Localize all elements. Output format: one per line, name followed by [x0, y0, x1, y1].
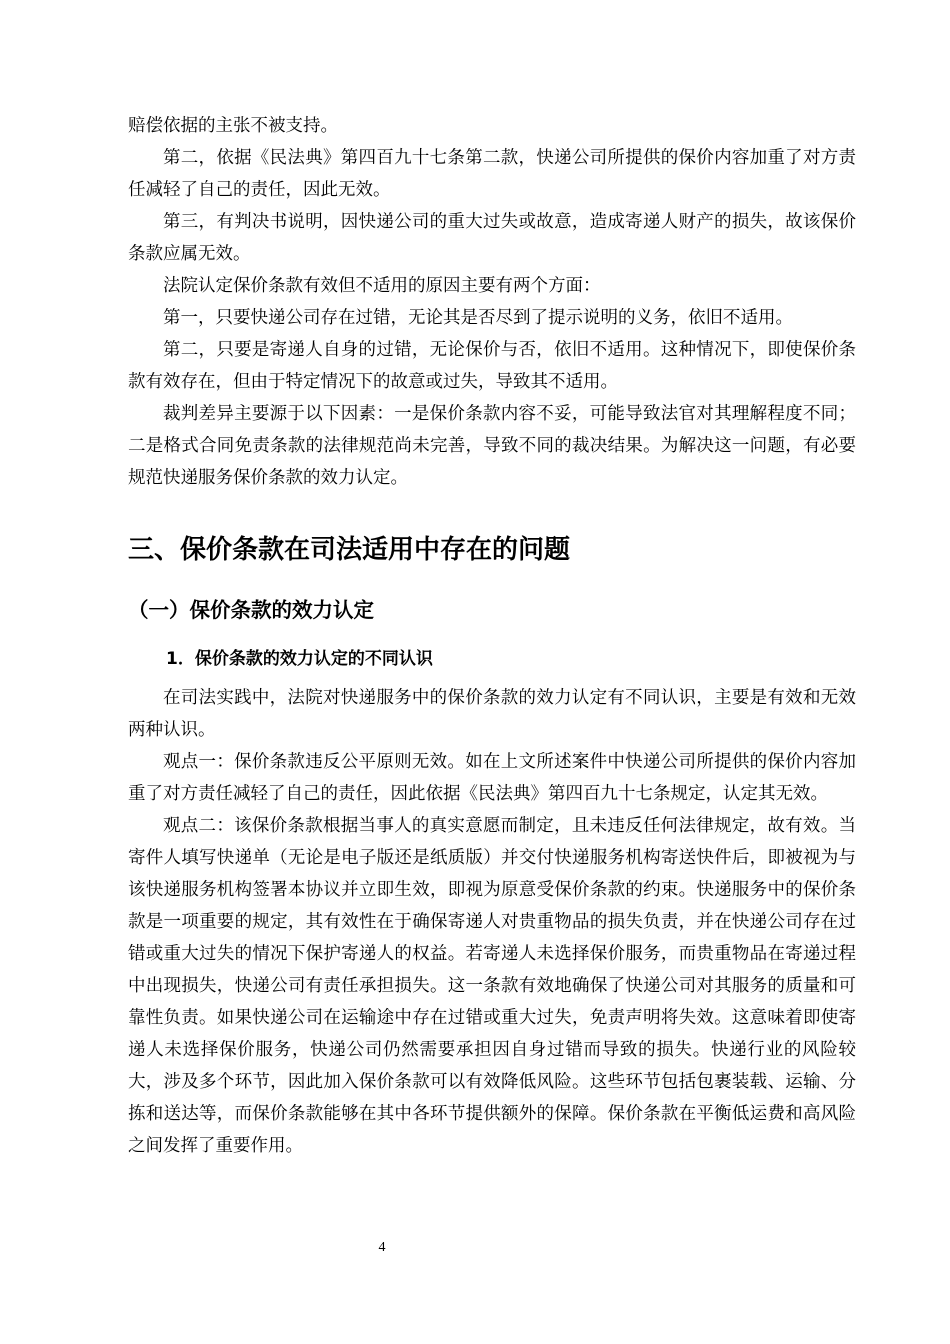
chapter-heading: 三、保价条款在司法适用中存在的问题	[128, 535, 571, 565]
paragraph: 在司法实践中，法院对快递服务中的保价条款的效力认定有不同认识，主要是有效和无效两种认识。	[128, 688, 856, 740]
paragraph: 第一，只要快递公司存在过错，无论其是否尽到了提示说明的义务，依旧不适用。	[163, 308, 793, 328]
paragraph-continuation: 赔偿依据的主张不被支持。	[128, 116, 338, 136]
paragraph: 第三，有判决书说明，因快递公司的重大过失或故意，造成寄递人财产的损失，故该保价条款应属无效。	[128, 212, 856, 264]
page-body	[128, 110, 856, 1162]
paragraph: 法院认定保价条款有效但不适用的原因主要有两个方面：	[163, 276, 601, 296]
paragraph: 观点一：保价条款违反公平原则无效。如在上文所述案件中快递公司所提供的保价内容加重了对方责任减轻了自己的责任，因此依据《民法典》第四百九十七条规定，认定其无效。	[128, 752, 856, 804]
paragraph: 裁判差异主要源于以下因素：一是保价条款内容不妥，可能导致法官对其理解程度不同；二是格式合同免责条款的法律规范尚未完善，导致不同的裁决结果。为解决这一问题，有必要规范快递服务保价条款的效力认定。	[128, 404, 856, 488]
subsection-heading: 1．保价条款的效力认定的不同认识	[166, 649, 433, 669]
paragraph: 观点二：该保价条款根据当事人的真实意愿而制定，且未违反任何法律规定，故有效。当寄件人填写快递单（无论是电子版还是纸质版）并交付快递服务机构寄送快件后，即被视为与该快递服务机构签署本协议并立即生效，即视为原意受保价条款的约束。快递服务中的保价条款是一项重要的规定，其有效性在于确保寄递人对贵重物品的损失负责，并在快递公司存在过错或重大过失的情况下保护寄递人的权益。若寄递人未选择保价服务，而贵重物品在寄递过程中出现损失，快递公司有责任承担损失。这一条款有效地确保了快递公司对其服务的质量和可靠性负责。如果快递公司在运输途中存在过错或重大过失，免责声明将失效。这意味着即使寄递人未选择保价服务，快递公司仍然需要承担因自身过错而导致的损失。快递行业的风险较大，涉及多个环节，因此加入保价条款可以有效降低风险。这些环节包括包裹装载、运输、分拣和送达等，而保价条款能够在其中各环节提供额外的保障。保价条款在平衡低运费和高风险之间发挥了重要作用。	[128, 816, 856, 1156]
paragraph: 第二，依据《民法典》第四百九十七条第二款，快递公司所提供的保价内容加重了对方责任减轻了自己的责任，因此无效。	[128, 148, 856, 200]
paragraph: 第二，只要是寄递人自身的过错，无论保价与否，依旧不适用。这种情况下，即使保价条款有效存在，但由于特定情况下的故意或过失，导致其不适用。	[128, 340, 856, 392]
page-number: 4	[378, 1240, 386, 1255]
section-heading: （一）保价条款的效力认定	[128, 598, 374, 622]
